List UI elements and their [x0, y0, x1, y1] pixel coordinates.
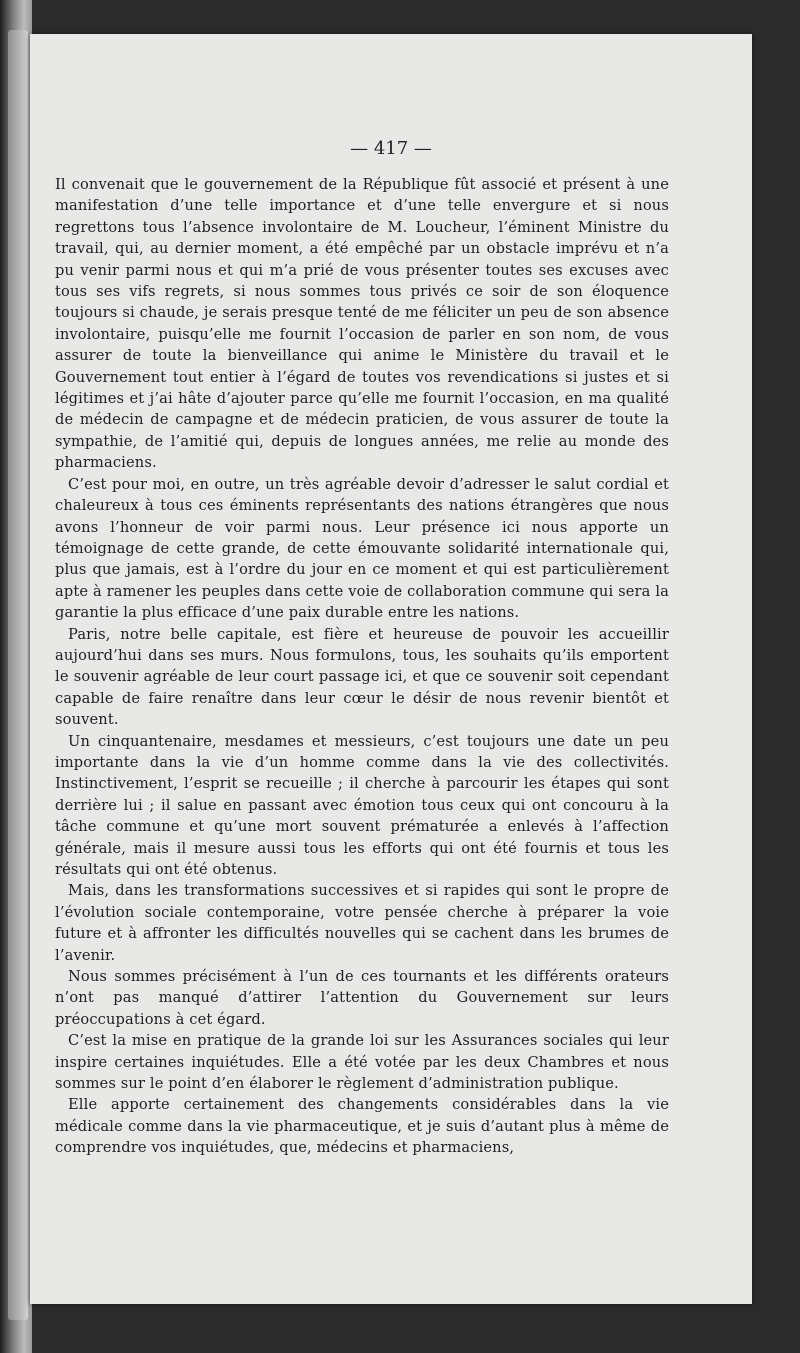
paragraph: Il convenait que le gouvernement de la République fût associé et présent à une manifestation d’une telle importance et d’une telle envergure et si nous regrettons tous l’absence involontaire de M. Loucheur, l’éminent Ministre du travail, qui, au dernier moment, a été empêché par un obstacle imprévu et n’a pu venir parmi nous et qui m’a prié de vous présenter toutes ses excuses avec tous ses vifs regrets, si nous sommes tous privés ce soir de son éloquence toujours si chaude, je serais presque tenté de me féliciter un peu de son absence involontaire, puisqu’elle me fournit l’occasion de parler en son nom, de vous assurer de toute la bienveillance qui anime le Ministère du travail et le Gouvernement tout entier à l’égard de toutes vos revendications si justes et si légitimes et j’ai hâte d’ajouter parce qu’elle me fournit l’occasion, en ma qualité de médecin de campagne et de médecin praticien, de vous assurer de toute la sympathie, de l’amitié qui, depuis de longues années, me relie au monde des pharmaciens.: [55, 176, 669, 472]
paragraph: C’est la mise en pratique de la grande loi sur les Assurances sociales qui leur inspire certaines inquiétudes. Elle a été votée par les deux Chambres et nous sommes sur le point d’en élaborer le règlement d’administration publique.: [55, 1032, 669, 1093]
page-number: — 417 —: [350, 138, 432, 159]
body-text: [55, 174, 669, 1159]
paragraph: Mais, dans les transformations successives et si rapides qui sont le propre de l’évolution sociale contemporaine, votre pensée cherche à préparer la voie future et à affronter les difficultés nouvelles qui se cachent dans les brumes de l’avenir.: [55, 882, 669, 964]
previous-page-edge: [8, 30, 28, 1320]
paragraph: Elle apporte certainement des changements considérables dans la vie médicale comme dans la vie pharmaceutique, et je suis d’autant plus à même de comprendre vos inquiétudes, que, médecins et pharmaciens,: [55, 1096, 669, 1157]
paragraph: Un cinquantenaire, mesdames et messieurs, c’est toujours une date un peu importante dans la vie d’un homme comme dans la vie des collectivités. Instinctivement, l’esprit se recueille ; il cherche à parcourir les étapes qui sont derrière lui ; il salue en passant avec émotion tous ceux qui ont concouru à la tâche commune et qu’une mort souvent prématurée a enlevés à l’affection générale, mais il mesure aussi tous les efforts qui ont été fournis et tous les résultats qui ont été obtenus.: [55, 732, 669, 878]
document-page: [30, 34, 752, 1304]
paragraph: C’est pour moi, en outre, un très agréable devoir d’adresser le salut cordial et chaleureux à tous ces éminents représentants des nations étrangères que nous avons l’honneur de voir parmi nous. Leur présence ici nous apporte un témoignage de cette grande, de cette émouvante solidarité internationale qui, plus que jamais, est à l’ordre du jour en ce moment et qui est particulièrement apte à ramener les peuples dans cette voie de collaboration commune qui sera la garantie la plus efficace d’une paix durable entre les nations.: [55, 475, 669, 622]
paragraph: Nous sommes précisément à l’un de ces tournants et les différents orateurs n’ont pas manqué d’attirer l’attention du Gouvernement sur leurs préoccupations à cet égard.: [55, 968, 669, 1028]
paragraph: Paris, notre belle capitale, est fière et heureuse de pouvoir les accueillir aujourd’hui dans ses murs. Nous formulons, tous, les souhaits qu’ils emportent le souvenir agréable de leur court passage ici, et que ce souvenir soit cependant capable de faire renaître dans leur cœur le désir de nous revenir bientôt et souvent.: [55, 625, 669, 729]
book-spine-edge: [0, 0, 32, 1353]
